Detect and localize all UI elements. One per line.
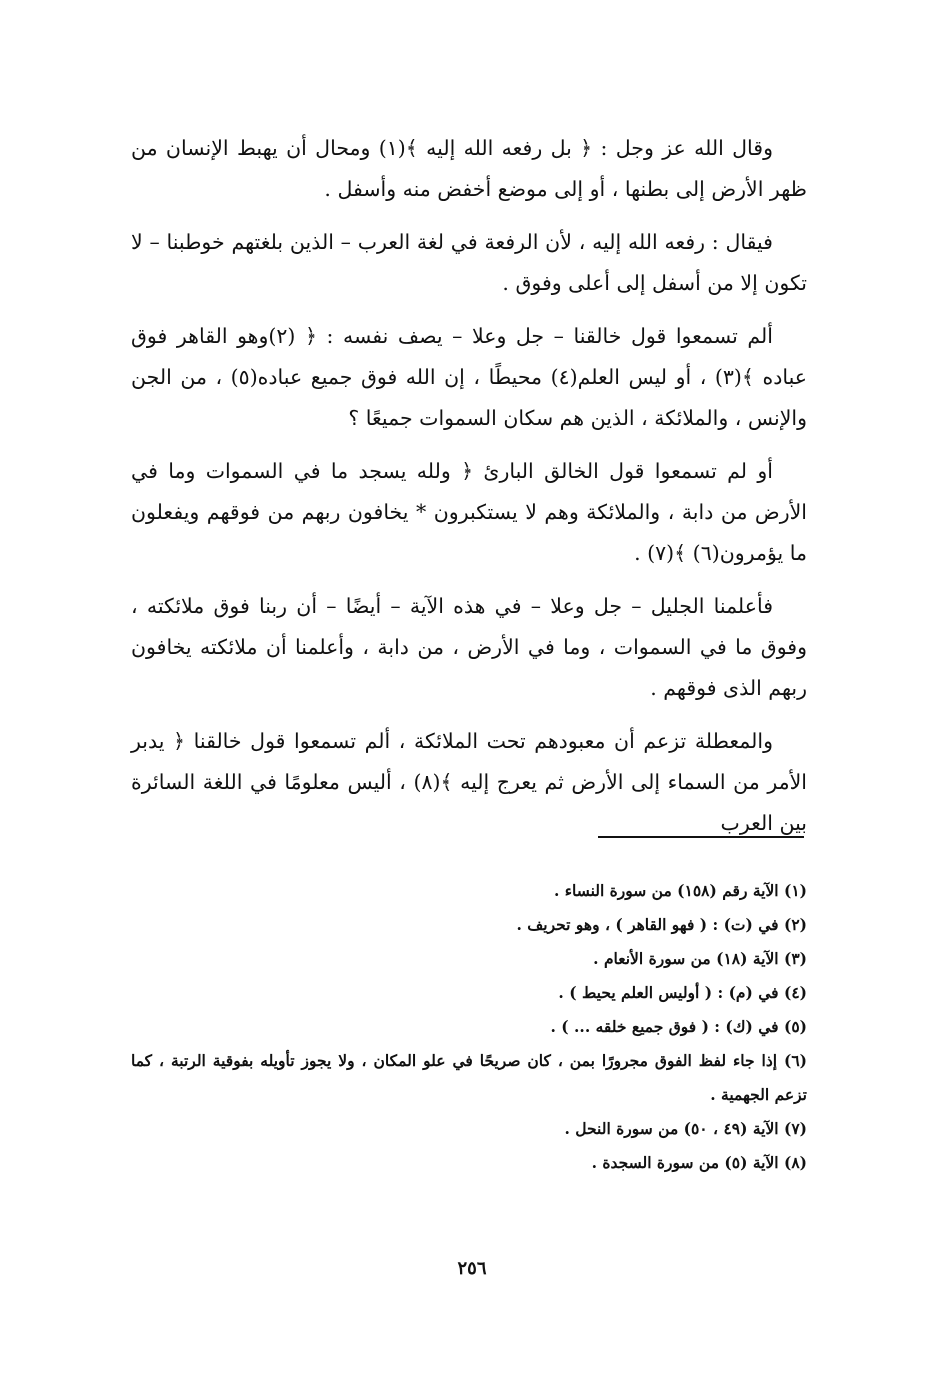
paragraph-6: والمعطلة تزعم أن معبودهم تحت الملائكة ، ألم تسمعوا قول خالقنا ﴿ يدبر الأمر من السماء إلى الأرض ثم يعرج إليه ﴾(٨) ، أليس معلومًا في اللغة السائرة بين العرب: [131, 729, 808, 835]
footnote-2: (٢) في (ت) : ( فهو القاهر ) ، وهو تحريف .: [516, 915, 807, 934]
page-number: ٢٥٦: [457, 1258, 487, 1279]
footnote-5: (٥) في (ك) : ( فوق جميع خلقه ... ) .: [550, 1017, 807, 1036]
footnote-7: (٧) الآية (٤٩ ، ٥٠) من سورة النحل .: [564, 1119, 807, 1138]
footnote-6: (٦) إذا جاء لفظ الفوق مجرورًا بمن ، كان صريحًا في علو المكان ، ولا يجوز تأويله بفوقية الرتبة ، كما تزعم الجهمية .: [131, 1051, 807, 1104]
footnote-3: (٣) الآية (١٨) من سورة الأنعام .: [593, 949, 807, 968]
main-text: [131, 128, 807, 856]
footnote-4: (٤) في (م) : ( أوليس العلم يحيط ) .: [558, 983, 807, 1002]
footnote-8: (٨) الآية (٥) من سورة السجدة .: [591, 1153, 807, 1172]
paragraph-5: فأعلمنا الجليل – جل وعلا – في هذه الآية – أيضًا – أن ربنا فوق ملائكته ، وفوق ما في السموات ، وما في الأرض ، من دابة ، وأعلمنا أن ملائكته يخافون ربهم الذى فوقهم .: [131, 594, 807, 700]
paragraph-1: وقال الله عز وجل : ﴿ بل رفعه الله إليه ﴾(١) ومحال أن يهبط الإنسان من ظهر الأرض إلى بطنها ، أو إلى موضع أخفض منه وأسفل .: [131, 136, 807, 201]
footnotes: [131, 874, 807, 1180]
footnote-separator: [598, 836, 804, 838]
footnote-1: (١) الآية رقم (١٥٨) من سورة النساء .: [553, 881, 807, 900]
paragraph-4: أو لم تسمعوا قول الخالق البارئ ﴿ ولله يسجد ما في السموات وما في الأرض من دابة ، والملائكة وهم لا يستكبرون * يخافون ربهم من فوقهم ويفعلون ما يؤمرون(٦) ﴾(٧) .: [131, 459, 807, 565]
paragraph-2: فيقال : رفعه الله إليه ، لأن الرفعة في لغة العرب – الذين بلغتهم خوطبنا – لا تكون إلا من أسفل إلى أعلى وفوق .: [131, 230, 807, 295]
paragraph-3: ألم تسمعوا قول خالقنا – جل وعلا – يصف نفسه : ﴿ (٢)وهو القاهر فوق عباده ﴾(٣) ، أو ليس العلم(٤) محيطًا ، إن الله فوق جميع عباده(٥) ، من الجن والإنس ، والملائكة ، الذين هم سكان السموات جميعًا ؟: [131, 324, 808, 430]
